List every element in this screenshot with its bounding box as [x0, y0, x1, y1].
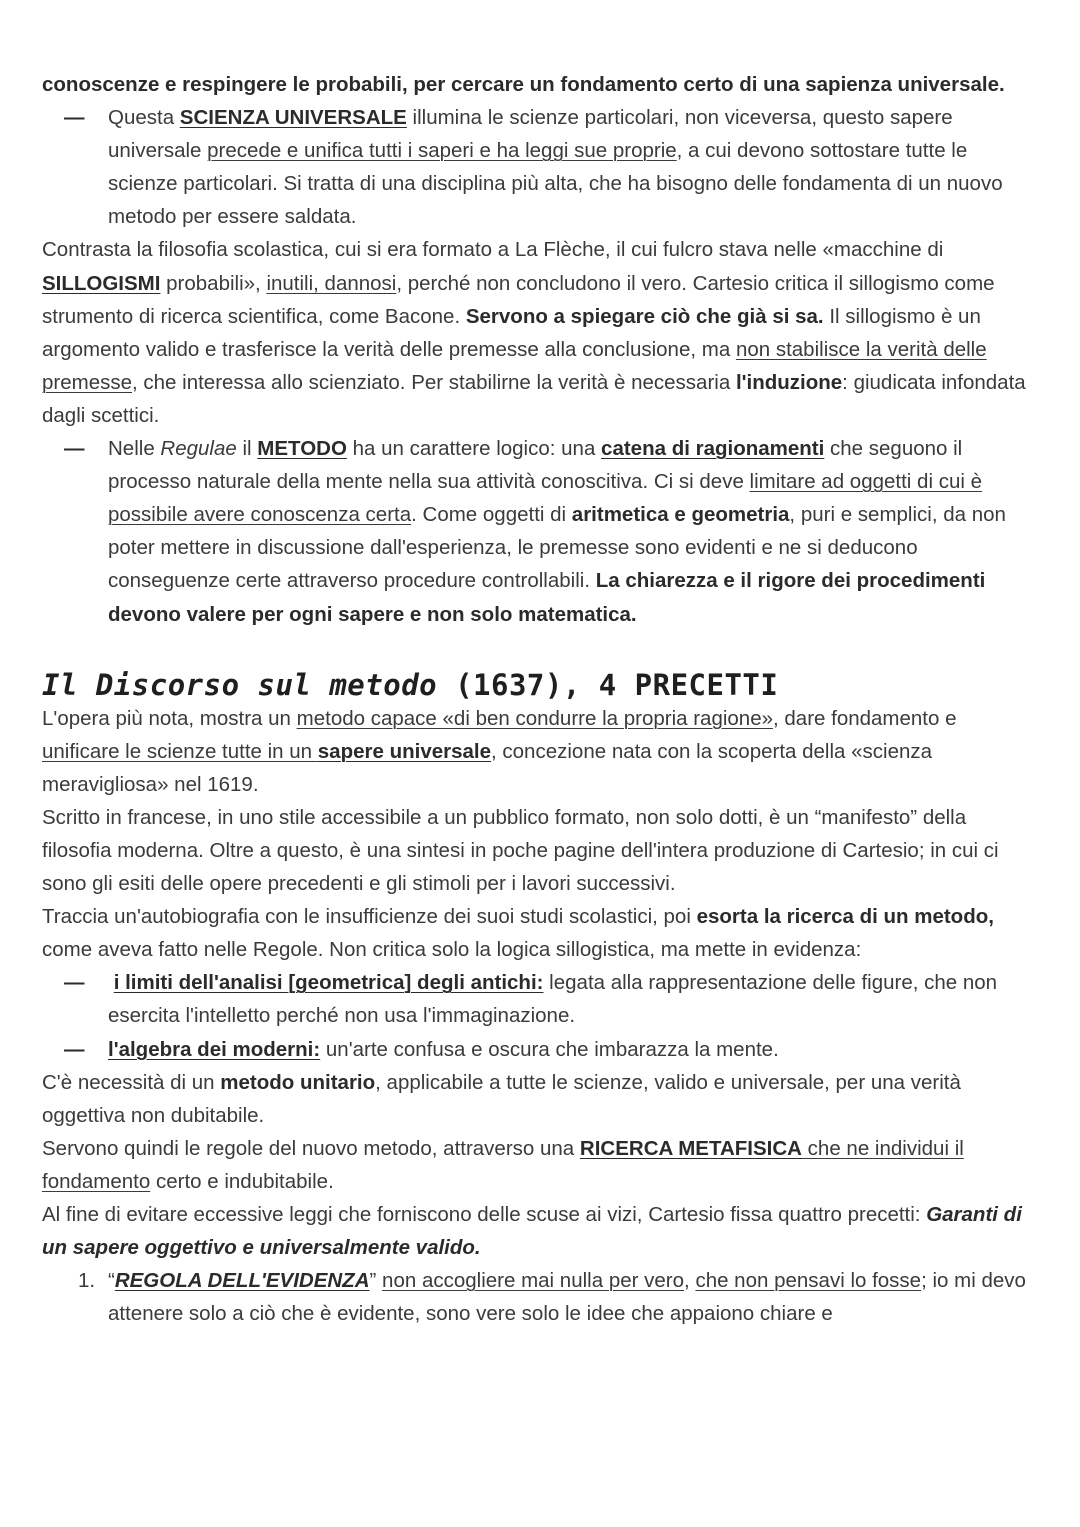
underlined-text: precede e unifica tutti i saperi e ha leggi sue proprie	[207, 139, 677, 163]
bold-text: Servono a spiegare ciò che già si sa.	[465, 304, 824, 328]
underlined-text: che non pensavi lo fosse	[695, 1269, 922, 1293]
paragraph-francese: Scritto in francese, in uno stile accessibile a un pubblico formato, non solo dotti, è un “manifesto” della filosofia moderna. Oltre a questo, è una sintesi in poche pagine dell'intera produzione di Cartesio; in cui ci sono gli esiti delle opere precedenti e gli stimoli per i lavori successivi.	[42, 805, 999, 896]
underlined-text: metodo capace «di ben condurre la propria ragione»	[296, 706, 774, 730]
keyword-limiti-antichi: i limiti dell'analisi [geometrica] degli antichi:	[113, 971, 544, 995]
paragraph-autobiografia: Traccia un'autobiografia con le insufficienze dei suoi studi scolastici, poi esorta la ricerca di un metodo, come aveva fatto nelle Regole. Non critica solo la logica sillogistica, ma mette in evidenza:	[42, 905, 994, 962]
bold-text: esorta la ricerca di un metodo,	[696, 905, 994, 929]
numbered-list	[42, 1264, 1038, 1330]
keyword-metodo: METODO	[257, 437, 347, 461]
bullet-list	[42, 101, 1038, 233]
list-number: 1.	[78, 1269, 96, 1293]
bold-text: aritmetica e geometria	[571, 503, 790, 527]
bullet-item-regulae: — Nelle Regulae il METODO ha un carattere logico: una catena di ragionamenti che seguono il processo naturale della mente nella sua attività conoscitiva. Ci si deve limitare ad oggetti di cui è possibile avere conoscenza certa. Come oggetti di aritmetica e geometria, puri e semplici, da non poter mettere in discussione dall'esperienza, le premesse sono evidenti e ne si deducono conseguenze certe attraverso procedure controllabili. La chiarezza e il rigore dei procedimenti devono valere per ogni sapere e non solo matematica.	[108, 432, 1038, 631]
underlined-text: inutili, dannosi	[266, 271, 397, 295]
bullet-item-scienza-universale: — Questa SCIENZA UNIVERSALE illumina le scienze particolari, non viceversa, questo sapere universale precede e unifica tutti i saperi e ha leggi sue proprie, a cui devono sottostare tutte le scienze particolari. Si tratta di una disciplina più alta, che ha bisogno delle fondamenta di un nuovo metodo per essere saldata.	[108, 101, 1038, 233]
underlined-text: limitare ad oggetti di cui è possibile avere conoscenza certa	[108, 470, 983, 527]
bullet-list	[42, 966, 1038, 1065]
bold-italic-text: Garanti di un sapere oggettivo e universalmente valido.	[42, 1203, 1022, 1260]
paragraph-sillogismi: Contrasta la filosofia scolastica, cui si era formato a La Flèche, il cui fulcro stava nelle «macchine di SILLOGISMI probabili», inutili, dannosi, perché non concludono il vero. Cartesio critica il sillogismo come strumento di ricerca scientifica, come Bacone. Servono a spiegare ciò che già si sa. Il sillogismo è un argomento valido e trasferisce la verità delle premesse alla conclusione, ma non stabilisce la verità delle premesse, che interessa allo scienziato. Per stabilirne la verità è necessaria l'induzione: giudicata infondata dagli scettici.	[42, 238, 1026, 427]
paragraph-precetti: Al fine di evitare eccessive leggi che forniscono delle scuse ai vizi, Cartesio fissa quattro precetti: Garanti di un sapere oggettivo e universalmente valido.	[42, 1203, 1022, 1260]
paragraph-ricerca-metafisica: Servono quindi le regole del nuovo metodo, attraverso una RICERCA METAFISICA che ne individui il fondamento certo e indubitabile.	[42, 1136, 964, 1193]
paragraph-metodo-unitario: C'è necessità di un metodo unitario, applicabile a tutte le scienze, valido e universale, per una verità oggettiva non dubitabile.	[42, 1070, 961, 1127]
bold-text: l'induzione	[735, 370, 843, 394]
keyword-scienza-universale: SCIENZA UNIVERSALE	[179, 106, 407, 130]
paragraph-intro	[42, 68, 1038, 101]
keyword-regola-evidenza: REGOLA DELL'EVIDENZA	[114, 1269, 370, 1293]
section-heading: Il Discorso sul metodo (1637), 4 PRECETTI	[42, 667, 779, 702]
underlined-text: non stabilisce la verità delle premesse	[42, 337, 987, 394]
italic-text: Regulae	[160, 437, 237, 461]
bold-text: La chiarezza e il rigore dei procedimenti devono valere per ogni sapere e non solo matematica.	[108, 569, 986, 626]
underlined-text: unificare le scienze tutte in un	[42, 739, 318, 763]
underlined-text: che ne individui il fondamento	[42, 1136, 964, 1193]
keyword-catena: catena di ragionamenti	[601, 437, 825, 461]
keyword-ricerca-metafisica: RICERCA METAFISICA	[579, 1136, 802, 1160]
keyword-sillogismi: SILLOGISMI	[42, 271, 161, 295]
bullet-item-antichi: — i limiti dell'analisi [geometrica] degli antichi: legata alla rappresentazione delle figure, che non esercita l'intelletto perché non usa l'immaginazione.	[108, 966, 1038, 1032]
keyword-algebra: l'algebra dei moderni:	[108, 1037, 321, 1061]
bold-text: conoscenze e respingere le probabili, per cercare un fondamento certo di una sapienza universale.	[42, 73, 1005, 96]
bullet-list	[42, 432, 1038, 631]
bold-text: metodo unitario	[220, 1070, 376, 1094]
bullet-item-algebra: — l'algebra dei moderni: un'arte confusa e oscura che imbarazza la mente.	[108, 1033, 1038, 1066]
paragraph-opera: L'opera più nota, mostra un metodo capace «di ben condurre la propria ragione», dare fondamento e unificare le scienze tutte in un sapere universale, concezione nata con la scoperta della «scienza meravigliosa» nel 1619.	[42, 706, 957, 796]
numbered-item-evidenza: 1. “REGOLA DELL'EVIDENZA” non accogliere mai nulla per vero, che non pensavi lo fosse; io mi devo attenere solo a ciò che è evidente, sono vere solo le idee che appaiono chiare e	[108, 1264, 1038, 1330]
keyword-sapere-universale: sapere universale	[317, 739, 492, 763]
underlined-text: non accogliere mai nulla per vero	[382, 1269, 685, 1293]
